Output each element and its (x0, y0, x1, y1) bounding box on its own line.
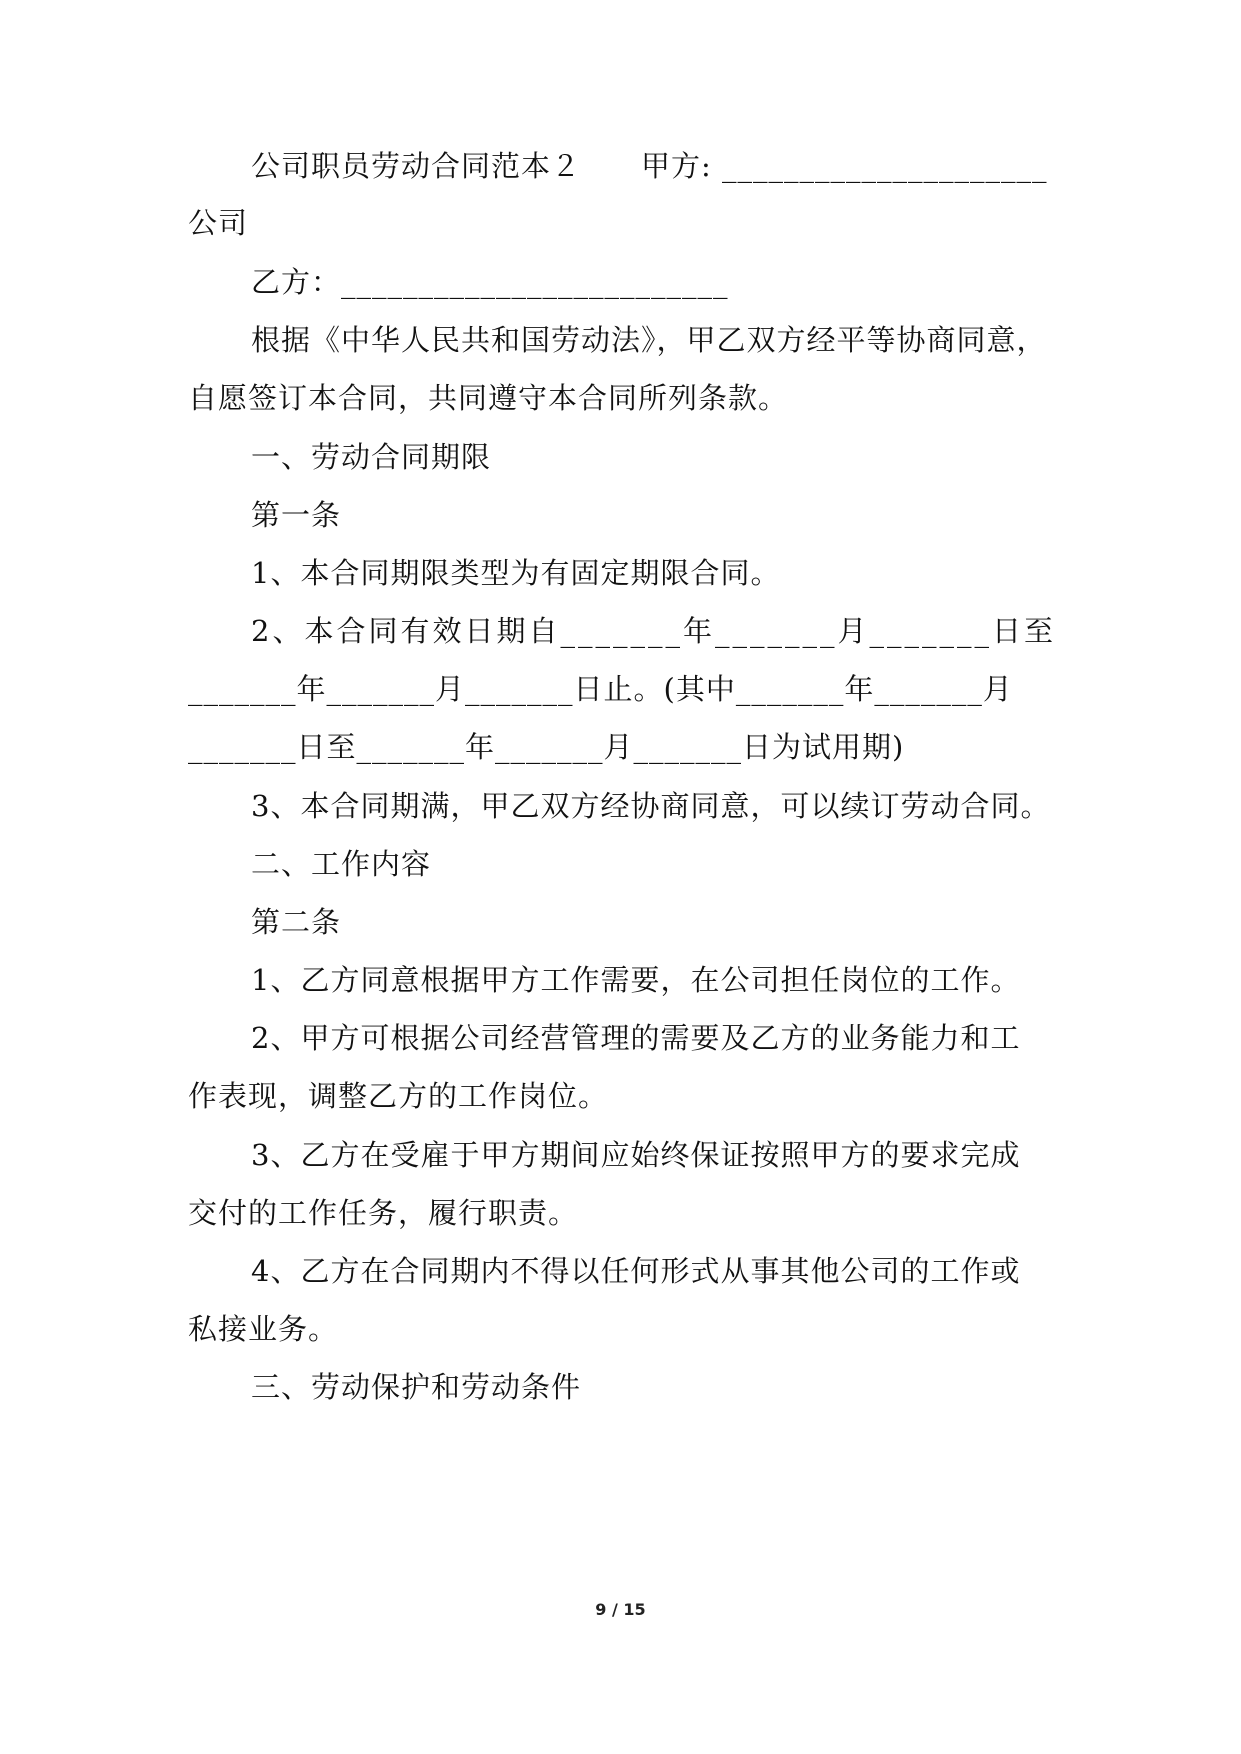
clause-line: 4、乙方在合同期内不得以任何形式从事其他公司的工作或 (251, 1254, 1021, 1288)
clause-line: 1、乙方同意根据甲方工作需要，在公司担任岗位的工作。 (251, 963, 1021, 997)
article-heading: 第二条 (251, 905, 342, 939)
clause-line: 交付的工作任务，履行职责。 (188, 1196, 579, 1230)
clause-line: 3、本合同期满，甲乙双方经协商同意，可以续订劳动合同。 (251, 789, 1051, 823)
contract-title-line: 公司职员劳动合同范本２ 甲方: _____________________ (251, 149, 1048, 183)
paragraph-line: 自愿签订本合同，共同遵守本合同所列条款。 (188, 381, 789, 415)
article-heading: 第一条 (251, 498, 342, 532)
section-heading: 二、工作内容 (251, 847, 432, 881)
paragraph-line: 公司 (188, 206, 249, 240)
clause-line: _______年_______月_______日止。(其中_______年_______月 (188, 672, 1013, 706)
section-heading: 三、劳动保护和劳动条件 (251, 1370, 582, 1404)
clause-line: 作表现，调整乙方的工作岗位。 (188, 1079, 609, 1113)
section-heading: 一、劳动合同期限 (251, 440, 492, 474)
page-number: 9 / 15 (595, 1600, 646, 1619)
clause-line: 2、本合同有效日期自_______年_______月_______日至 (251, 614, 1056, 648)
clause-line: 3、乙方在受雇于甲方期间应始终保证按照甲方的要求完成 (251, 1138, 1021, 1172)
clause-line: 私接业务。 (188, 1312, 339, 1346)
clause-line: 2、甲方可根据公司经营管理的需要及乙方的业务能力和工 (251, 1021, 1021, 1055)
clause-line: 1、本合同期限类型为有固定期限合同。 (251, 556, 781, 590)
clause-line: _______日至_______年_______月_______日为试用期) (188, 730, 905, 764)
paragraph-line: 根据《中华人民共和国劳动法》，甲乙双方经平等协商同意， (251, 323, 1047, 357)
party-b-line: 乙方：_________________________ (251, 265, 729, 299)
